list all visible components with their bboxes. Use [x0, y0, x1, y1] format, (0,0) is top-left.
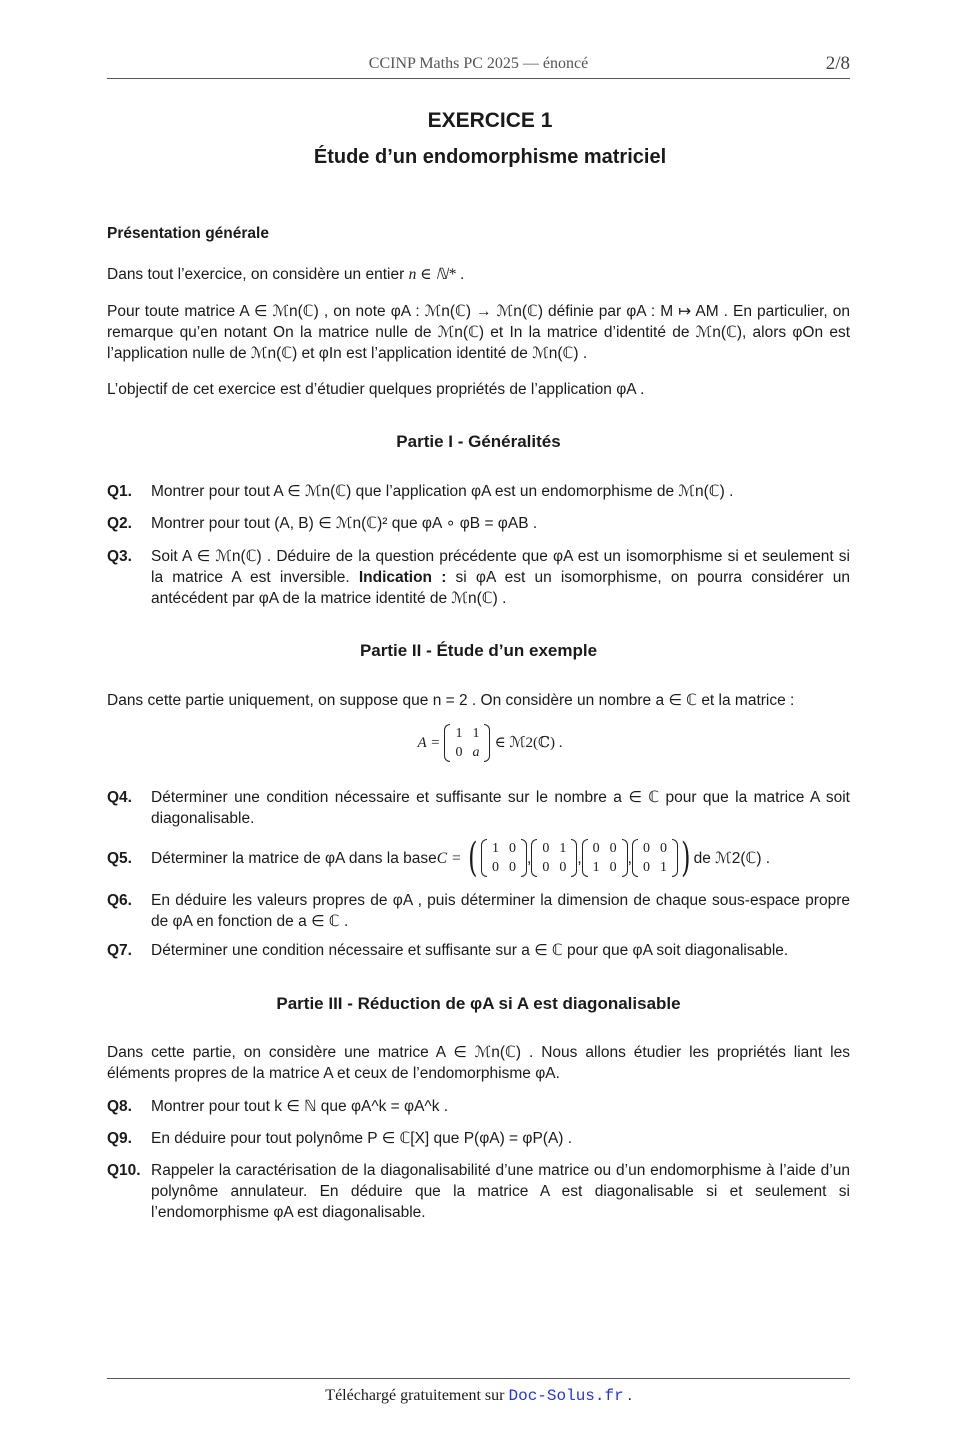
question-text: Déterminer la matrice de φA dans la base C = ( 1 0 0 0 , 0 1 0 0 , 0 0 1 0 , 0 0 0 1 ) de ℳ2(ℂ) . [151, 835, 771, 881]
exercise-title: EXERCICE 1 [427, 109, 553, 132]
matrix-A: 1 1 0 a [444, 724, 490, 762]
presentation-paragraph-2: Pour toute matrice A ∈ ℳn(ℂ) , on note φA : ℳn(ℂ) → ℳn(ℂ) définie par φA : M ↦ AM . En particulier, on remarque qu’en notant On la matrice nulle de ℳn(ℂ) et In la matrice d’identité de ℳn(ℂ), alors φOn est l’application nulle de ℳn(ℂ) et φIn est l’application identité de ℳn(ℂ) . [107, 303, 850, 362]
question-q8 [107, 1096, 850, 1117]
part-3-intro: Dans cette partie, on considère une matrice A ∈ ℳn(ℂ) . Nous allons étudier les propriétés liant les éléments propres de la matrice A et ceux de l’endomorphisme φA. [107, 1044, 850, 1082]
basis-matrix-2: 0 1 0 0 [531, 839, 577, 877]
question-text: Montrer pour tout (A, B) ∈ ℳn(ℂ)² que φA ∘ φB = φAB . [151, 515, 538, 532]
question-text: Rappeler la caractérisation de la diagonalisabilité d’une matrice ou d’un endomorphisme à l’aide d’un polynôme annulateur. En déduire que la matrice A est diagonalisable si et seulement si l’endomorphisme φA est diagonalisable. [151, 1162, 850, 1221]
basis-matrix-1: 1 0 0 0 [481, 839, 527, 877]
page-footer: Téléchargé gratuitement sur Doc-Solus.fr . [107, 1378, 850, 1405]
matrix-A-display [0, 724, 980, 762]
question-text: Montrer pour tout A ∈ ℳn(ℂ) que l’application φA est un endomorphisme de ℳn(ℂ) . [151, 483, 734, 500]
doc-solus-link[interactable]: Doc-Solus.fr [508, 1387, 624, 1405]
presentation-paragraph-3: L’objectif de cet exercice est d’étudier quelques propriétés de l’application φA . [107, 381, 645, 398]
exercise-subtitle: Étude d’un endomorphisme matriciel [313, 146, 667, 168]
question-q6 [107, 890, 850, 932]
question-q4 [107, 787, 850, 829]
matrix-rhs: ∈ ℳ2(ℂ) . [494, 734, 563, 751]
question-label: Q4. [107, 789, 132, 806]
question-q5 [107, 835, 850, 881]
question-label: Q1. [107, 483, 132, 500]
question-label: Q2. [107, 515, 132, 532]
page-header [107, 52, 850, 79]
question-text: Déterminer une condition nécessaire et suffisante sur a ∈ ℂ pour que φA soit diagonalisable. [151, 942, 789, 959]
page-number: 2/8 [825, 53, 850, 74]
basis-matrix-3: 0 0 1 0 [582, 839, 628, 877]
header-title: CCINP Maths PC 2025 — énoncé [368, 55, 589, 72]
part-2-intro: Dans cette partie uniquement, on suppose que n = 2 . On considère un nombre a ∈ ℂ et la matrice : [107, 692, 795, 709]
question-q10 [107, 1160, 850, 1223]
indication-label: Indication : [358, 569, 447, 586]
question-label: Q8. [107, 1098, 132, 1115]
question-label: Q9. [107, 1130, 132, 1147]
question-text: Soit A ∈ ℳn(ℂ) . Déduire de la question précédente que φA est un isomorphisme si et seulement si la matrice A est inversible. Indication : si φA est un isomorphisme, on pourra considérer un antécédent par φA de la matrice identité de ℳn(ℂ) . [151, 548, 850, 607]
part-2-title: Partie II - Étude d’un exemple [359, 641, 598, 660]
question-text: Déterminer une condition nécessaire et suffisante sur le nombre a ∈ ℂ pour que la matrice A soit diagonalisable. [151, 789, 850, 827]
footer-text: Téléchargé gratuitement sur [325, 1387, 509, 1404]
question-label: Q7. [107, 942, 132, 959]
question-q3 [107, 546, 850, 609]
question-q9 [107, 1128, 850, 1149]
question-q1 [107, 481, 850, 502]
question-label: Q10. [107, 1162, 141, 1179]
matrix-lhs: A = [417, 734, 441, 751]
section-heading-presentation: Présentation générale [107, 225, 269, 242]
question-label: Q6. [107, 892, 132, 909]
question-text: En déduire pour tout polynôme P ∈ ℂ[X] que P(φA) = φP(A) . [151, 1130, 573, 1147]
part-1-title: Partie I - Généralités [396, 432, 561, 451]
question-q7 [107, 940, 850, 961]
presentation-paragraph-1: Dans tout l’exercice, on considère un entier n ∈ ℕ* . [107, 266, 465, 283]
question-label: Q3. [107, 548, 132, 565]
question-text: Montrer pour tout k ∈ ℕ que φA^k = φA^k . [151, 1098, 449, 1115]
question-text: En déduire les valeurs propres de φA , puis déterminer la dimension de chaque sous-espace propre de φA en fonction de a ∈ ℂ . [151, 892, 850, 930]
part-3-title: Partie III - Réduction de φA si A est diagonalisable [276, 994, 681, 1013]
math-n-in-N: n ∈ ℕ* [408, 266, 456, 283]
question-q2 [107, 513, 850, 534]
question-label: Q5. [107, 850, 132, 867]
basis-matrix-4: 0 0 0 1 [632, 839, 678, 877]
